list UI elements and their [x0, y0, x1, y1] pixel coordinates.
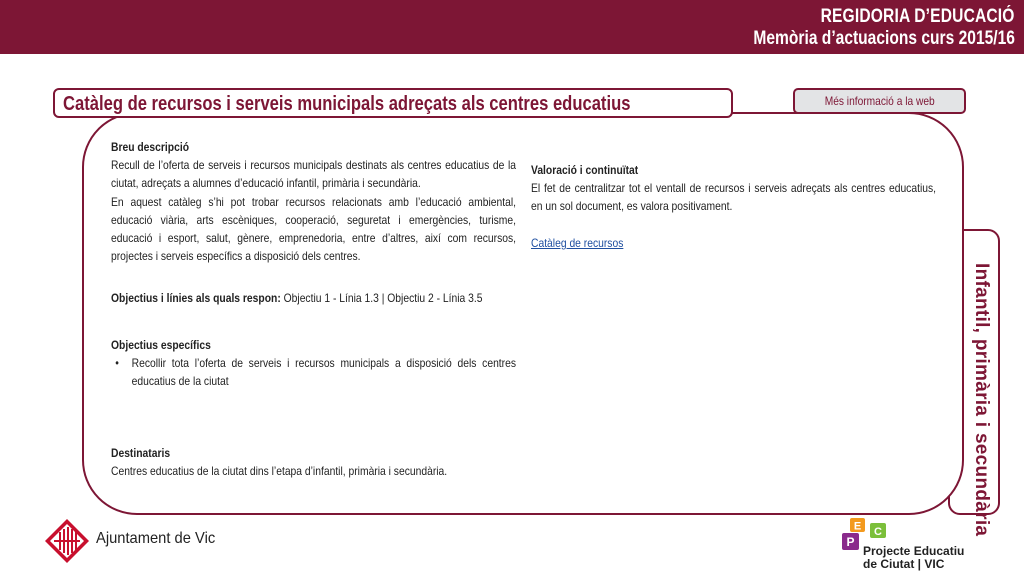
pec-line-2: de Ciutat | VIC	[863, 557, 945, 571]
header-bar	[0, 0, 1024, 54]
destinataris-heading: Destinataris	[111, 446, 171, 461]
web-info-box[interactable]	[793, 88, 966, 114]
especifics-heading: Objectius específics	[111, 337, 211, 352]
valoracio-text: El fet de centralitzar tot el ventall de recursos i serveis adreçats als centres educatius, en un sol document, es valora positivament.	[531, 181, 937, 214]
objectius-label: Objectius i línies als quals respon:	[111, 291, 281, 306]
web-info-link[interactable]: Més informació a la web	[824, 94, 935, 108]
vic-name: Ajuntament de Vic	[96, 530, 216, 547]
pec-letter-p: P	[846, 535, 855, 549]
valoracio-heading: Valoració i continuïtat	[531, 163, 639, 177]
header-department: REGIDORIA D’EDUCACIÓ	[820, 6, 1015, 27]
right-column	[531, 161, 937, 252]
pec-letter-c: C	[874, 526, 882, 538]
breu-text-1: Recull de l’oferta de serveis i recursos municipals destinats als centres educatius de la ciutat, adreçats a alumnes d’educació infantil, primària i secundària.	[111, 158, 517, 191]
breu-text-2: En aquest catàleg s’hi pot trobar recursos relacionats amb l’educació ambiental, educació viària, arts escèniques, cooperació, seguretat i emergències, turisme, educació i esport, salut, gènere, emprenedoria, entre d’altres, així com recursos, projectes i serveis específics a disposició dels centres.	[111, 194, 517, 264]
objectius-line	[111, 289, 516, 307]
slide-title-box	[53, 88, 733, 118]
side-label-wrapper	[962, 263, 992, 537]
breu-heading: Breu descripció	[111, 140, 190, 154]
side-label: Infantil, primària i secundària	[971, 263, 992, 537]
pec-line-1: Projecte Educatiu	[863, 544, 965, 558]
objectius-value: Objectiu 1 - Línia 1.3 | Objectiu 2 - Línia 3.5	[283, 291, 483, 306]
left-column	[111, 138, 517, 481]
slide-title: Catàleg de recursos i serveis municipals adreçats als centres educatius	[63, 93, 631, 115]
header-subtitle: Memòria d’actuacions curs 2015/16	[753, 28, 1015, 49]
pec-name	[863, 545, 964, 571]
destinataris-text: Centres educatius de la ciutat dins l’etapa d’infantil, primària i secundària.	[111, 464, 448, 479]
vic-crest-icon	[44, 518, 90, 564]
cataleg-link[interactable]: Catàleg de recursos	[531, 235, 624, 250]
pec-letter-e: E	[853, 520, 862, 533]
especifics-item: • Recollir tota l’oferta de serveis i recursos municipals a disposició dels centres educatius de la ciutat	[111, 354, 516, 390]
